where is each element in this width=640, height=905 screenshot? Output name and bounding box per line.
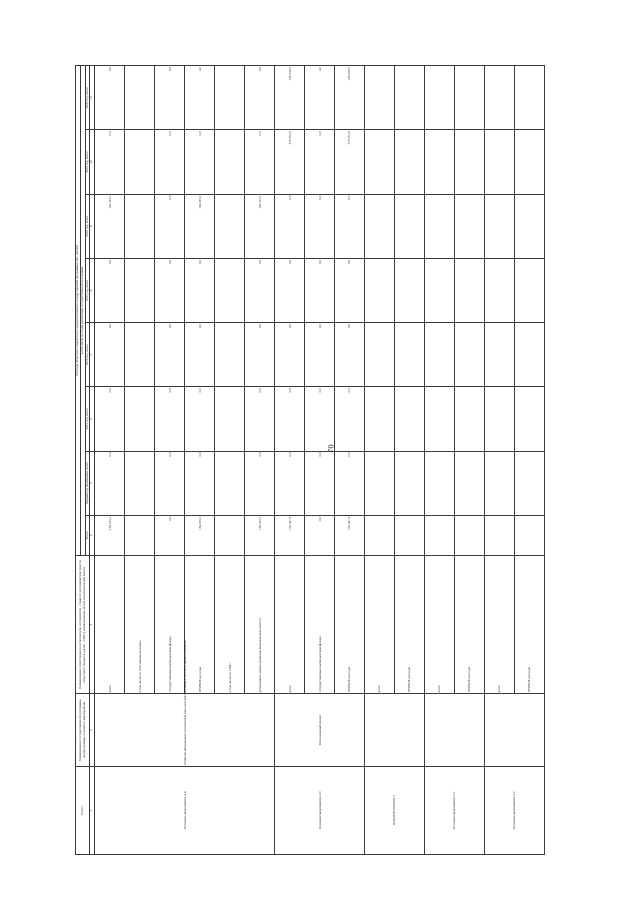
- value-cell: [484, 258, 514, 322]
- value-cell: [125, 130, 155, 194]
- value-cell: 0,0: [95, 66, 125, 130]
- source-cell: всего: [364, 555, 394, 694]
- column-index: 10: [90, 130, 95, 194]
- source-cell: всего: [484, 555, 514, 694]
- column-index: 3: [90, 555, 95, 694]
- status-cell: Основное мероприятие 5.2: [484, 766, 544, 854]
- value-cell: [484, 66, 514, 130]
- value-cell: 0,0: [275, 387, 305, 451]
- source-cell: департамент здравоохранения Воронежской области: [245, 555, 275, 694]
- source-cell: всего: [275, 555, 305, 694]
- value-cell: 0,0: [275, 451, 305, 515]
- value-cell: 0,0: [305, 323, 335, 387]
- value-cell: [394, 323, 424, 387]
- value-cell: 0,0: [305, 258, 335, 322]
- value-cell: 0,0: [335, 387, 365, 451]
- value-cell: 0,0: [185, 66, 215, 130]
- value-cell: [514, 387, 544, 451]
- value-cell: [484, 451, 514, 515]
- table-row: [364, 66, 394, 855]
- value-cell: 0,0: [185, 387, 215, 451]
- header-first-year: Первый год реализации, всего: [85, 451, 90, 515]
- header-total: Всего: [85, 515, 90, 555]
- source-cell: в том числе по ГРБС:: [215, 555, 245, 694]
- value-cell: [514, 194, 544, 258]
- name-cell: [484, 694, 544, 766]
- value-cell: [125, 387, 155, 451]
- value-cell: 339 450,5: [275, 66, 305, 130]
- value-cell: [514, 66, 544, 130]
- value-cell: 339 450,5: [335, 66, 365, 130]
- source-cell: в том числе по источникам расходов:: [125, 555, 155, 694]
- value-cell: [424, 130, 454, 194]
- source-cell: государственные внебюджетные фонды: [155, 555, 185, 694]
- value-cell: 0,0: [275, 323, 305, 387]
- value-cell: 0,0: [305, 515, 335, 555]
- value-cell: [484, 515, 514, 555]
- value-cell: 184 225,1: [95, 194, 125, 258]
- header-name: Наименование государственной программы, подпрограммы, основного мероприятия: [76, 694, 90, 766]
- value-cell: 0,0: [335, 451, 365, 515]
- value-cell: [484, 387, 514, 451]
- value-cell: 0,0: [95, 387, 125, 451]
- column-index: 7: [90, 323, 95, 387]
- header-year: 2018 год, всего: [85, 194, 90, 258]
- value-cell: 0,0: [305, 451, 335, 515]
- value-cell: 0,0: [305, 130, 335, 194]
- value-cell: 732 307,5: [275, 515, 305, 555]
- value-cell: 0,0: [185, 323, 215, 387]
- status-cell: Основное мероприятие 4.9: [275, 766, 365, 854]
- column-index: 6: [90, 387, 95, 451]
- value-cell: [424, 387, 454, 451]
- header-year: 2016 год, всего: [85, 323, 90, 387]
- value-cell: [514, 130, 544, 194]
- value-cell: [424, 323, 454, 387]
- value-cell: [215, 451, 245, 515]
- value-cell: [454, 258, 484, 322]
- value-cell: 184 225,1: [245, 194, 275, 258]
- page-number: 70: [326, 444, 336, 453]
- source-cell: ПРОЧИЕ расходы: [335, 555, 365, 694]
- value-cell: 278 251,8: [275, 130, 305, 194]
- value-cell: 184 225,1: [185, 194, 215, 258]
- status-cell: Основное мероприятие 5.1: [424, 766, 484, 854]
- value-cell: [215, 515, 245, 555]
- header-year: 2019 год, всего: [85, 130, 90, 194]
- value-cell: [424, 194, 454, 258]
- value-cell: [364, 66, 394, 130]
- header-group: Расходы областного бюджета по годам реализации государственной программы, тыс. рублей: [76, 66, 81, 556]
- status-cell: ПОДПРОГРАММА 5: [364, 766, 424, 854]
- name-cell: [364, 694, 424, 766]
- rotated-table-frame: [75, 65, 545, 855]
- value-cell: [364, 323, 394, 387]
- source-cell: ПРОЧИЕ расходы: [185, 555, 215, 694]
- value-cell: 0,0: [335, 258, 365, 322]
- value-cell: [364, 130, 394, 194]
- value-cell: [394, 194, 424, 258]
- value-cell: 0,0: [245, 258, 275, 322]
- value-cell: [424, 66, 454, 130]
- header-subhead: в том числе по годам реализации государственной программы: [80, 66, 85, 556]
- header-status: Статус: [76, 766, 90, 854]
- value-cell: [215, 258, 245, 322]
- value-cell: 0,0: [155, 323, 185, 387]
- value-cell: [454, 323, 484, 387]
- value-cell: 0,0: [275, 194, 305, 258]
- value-cell: [394, 515, 424, 555]
- table-row: [424, 66, 454, 855]
- value-cell: [454, 194, 484, 258]
- header-year: 2017 год, всего: [85, 258, 90, 322]
- value-cell: [125, 258, 155, 322]
- value-cell: 0,0: [95, 323, 125, 387]
- value-cell: 0,0: [335, 194, 365, 258]
- value-cell: 0,0: [245, 323, 275, 387]
- header-source: Наименование ответственного исполнителя, исполнителя - главного распорядителя средств областного бюджета (далее - ГРБС), наименование органа исполнительной власти: [76, 555, 90, 694]
- value-cell: [364, 258, 394, 322]
- value-cell: [125, 194, 155, 258]
- value-cell: [454, 387, 484, 451]
- value-cell: 0,0: [155, 130, 185, 194]
- value-cell: 0,0: [185, 130, 215, 194]
- value-cell: [514, 451, 544, 515]
- value-cell: [394, 258, 424, 322]
- value-cell: 732 307,5: [335, 515, 365, 555]
- value-cell: [484, 194, 514, 258]
- name-cell: Развитие материально-технической базы детской больницы и детского здравоохранения: [95, 694, 275, 766]
- value-cell: 0,0: [245, 130, 275, 194]
- column-index: 11: [90, 66, 95, 130]
- value-cell: [424, 515, 454, 555]
- column-index: 2: [90, 694, 95, 766]
- value-cell: [215, 323, 245, 387]
- value-cell: [364, 451, 394, 515]
- value-cell: [484, 323, 514, 387]
- value-cell: 0,0: [155, 387, 185, 451]
- value-cell: [424, 451, 454, 515]
- value-cell: [394, 387, 424, 451]
- value-cell: [454, 451, 484, 515]
- table-row: [95, 66, 125, 855]
- column-index: 5: [90, 451, 95, 515]
- value-cell: 0,0: [305, 194, 335, 258]
- value-cell: 0,0: [305, 66, 335, 130]
- value-cell: [394, 66, 424, 130]
- value-cell: [394, 451, 424, 515]
- value-cell: [514, 258, 544, 322]
- value-cell: 278 251,8: [335, 130, 365, 194]
- value-cell: 0,0: [245, 66, 275, 130]
- value-cell: [215, 387, 245, 451]
- budget-table: [75, 65, 545, 855]
- source-cell: ПРОЧИЕ расходы: [454, 555, 484, 694]
- value-cell: 184 225,1: [95, 515, 125, 555]
- value-cell: [215, 194, 245, 258]
- table-row: [275, 66, 305, 855]
- value-cell: [125, 451, 155, 515]
- source-cell: всего: [95, 555, 125, 694]
- source-cell: ПРОЧИЕ расходы: [394, 555, 424, 694]
- value-cell: 0,0: [335, 323, 365, 387]
- name-cell: Региональный проект: [275, 694, 365, 766]
- value-cell: [454, 66, 484, 130]
- value-cell: 0,0: [155, 66, 185, 130]
- value-cell: 0,0: [305, 387, 335, 451]
- value-cell: [125, 323, 155, 387]
- value-cell: 184 225,1: [245, 515, 275, 555]
- column-index: 4: [90, 515, 95, 555]
- table-row: [484, 66, 514, 855]
- value-cell: [125, 66, 155, 130]
- value-cell: 0,0: [245, 451, 275, 515]
- value-cell: [454, 515, 484, 555]
- value-cell: 0,0: [185, 258, 215, 322]
- value-cell: [514, 323, 544, 387]
- value-cell: [514, 515, 544, 555]
- value-cell: 0,0: [95, 258, 125, 322]
- source-cell: ПРОЧИЕ расходы: [514, 555, 544, 694]
- value-cell: [215, 66, 245, 130]
- value-cell: 0,0: [155, 194, 185, 258]
- column-index: 9: [90, 194, 95, 258]
- value-cell: [484, 130, 514, 194]
- source-cell: всего: [424, 555, 454, 694]
- value-cell: [454, 130, 484, 194]
- table-header: [76, 66, 95, 855]
- value-cell: [364, 194, 394, 258]
- value-cell: 0,0: [275, 258, 305, 322]
- table-body: [95, 66, 545, 855]
- value-cell: [424, 258, 454, 322]
- status-cell: Основное мероприятие 4.8: [95, 766, 275, 854]
- value-cell: [364, 515, 394, 555]
- header-year: 2015 год, всего: [85, 387, 90, 451]
- value-cell: 0,0: [245, 387, 275, 451]
- value-cell: 0,0: [155, 451, 185, 515]
- value-cell: 184 225,1: [185, 515, 215, 555]
- value-cell: 0,0: [95, 451, 125, 515]
- value-cell: 0,0: [155, 515, 185, 555]
- value-cell: 0,0: [155, 258, 185, 322]
- value-cell: [125, 515, 155, 555]
- value-cell: [215, 130, 245, 194]
- value-cell: 0,0: [185, 451, 215, 515]
- column-index: 1: [90, 766, 95, 854]
- source-cell: государственные внебюджетные фонды: [305, 555, 335, 694]
- value-cell: 0,0: [95, 130, 125, 194]
- header-year: 2020 год, всего: [85, 66, 90, 130]
- value-cell: [394, 130, 424, 194]
- column-index: 8: [90, 258, 95, 322]
- value-cell: [364, 387, 394, 451]
- name-cell: [424, 694, 484, 766]
